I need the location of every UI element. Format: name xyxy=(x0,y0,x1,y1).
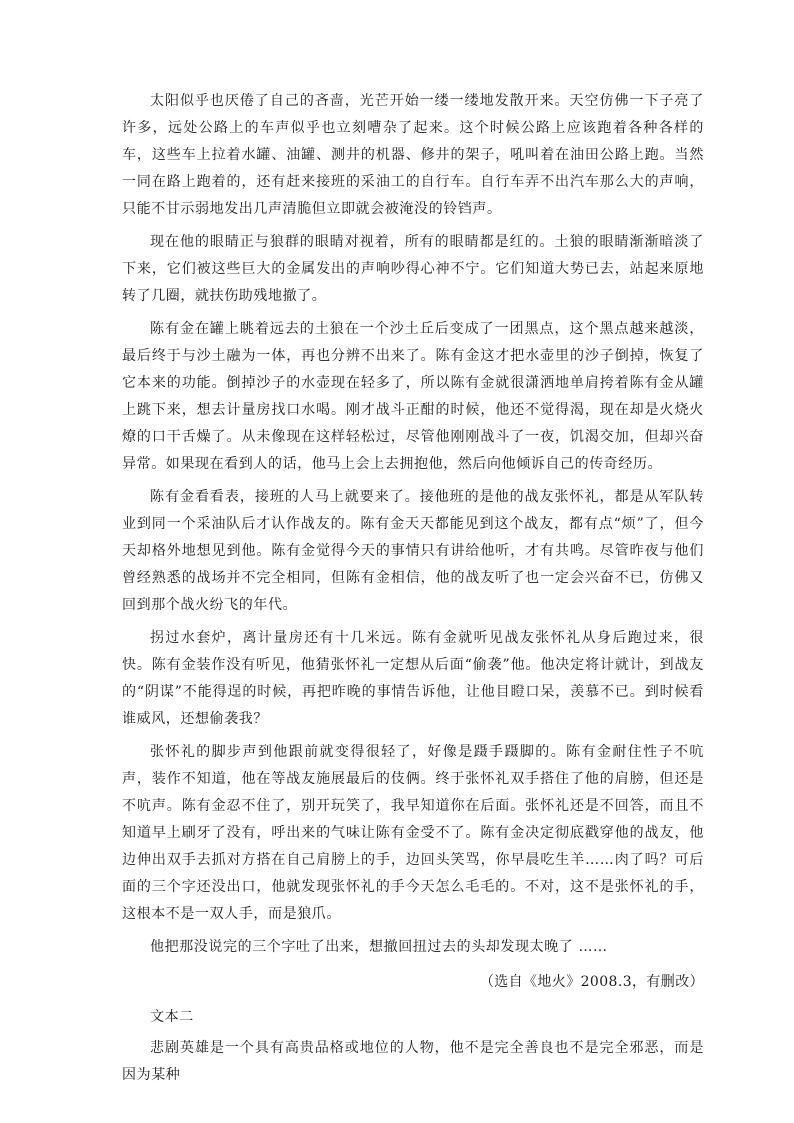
paragraph-3: 陈有金在罐上眺着远去的土狼在一个沙土丘后变成了一团黑点，这个黑点越来越淡，最后终于与沙土融为一体，再也分辨不出来了。陈有金这才把水壶里的沙子倒掉，恢复了它本来的功能。倒掉沙子的水壶现在轻多了，所以陈有金就很潇洒地单肩挎着陈有金从罐上跳下来，想去计量房找口水喝。刚才战斗正酣的时候，他还不觉得渴，现在却是火烧火燎的口干舌燥了。从未像现在这样轻松过，尽管他刚刚战斗了一夜，饥渴交加，但却兴奋异常。如果现在看到人的话，他马上会上去拥抱他，然后向他倾诉自己的传奇经历。 xyxy=(122,321,704,472)
paragraph-6: 张怀礼的脚步声到他跟前就变得很轻了，好像是蹑手蹑脚的。陈有金耐住性子不吭声，装作不知道，他在等战友施展最后的伎俩。终于张怀礼双手搭住了他的肩膀，但还是不吭声。陈有金忍不住了，别开玩笑了，我早知道你在后面。张怀礼还是不回答，而且不知道早上刷牙了没有，呼出来的气味让陈有金受不了。陈有金决定彻底戳穿他的战友，他边伸出双手去抓对方搭在自己肩膀上的手，边回头笑骂，你早晨吃生羊……肉了吗？可后面的三个字还没出口，他就发现张怀礼的手今天怎么毛毛的。不对，这不是张怀礼的手，这根本不是一双人手，而是狼爪。 xyxy=(122,744,704,922)
paragraph-5: 拐过水套炉，离计量房还有十几米远。陈有金就听见战友张怀礼从身后跑过来，很快。陈有金装作没有听见，他猜张怀礼一定想从后面“偷袭”他。他决定将计就计，到战友的“阴谋”不能得逞的时候，再把昨晚的事情告诉他，让他目瞪口呆，羡慕不已。到时候看谁威风，还想偷袭我？ xyxy=(122,630,704,727)
paragraph-2: 现在他的眼睛正与狼群的眼睛对视着，所有的眼睛都是红的。土狼的眼睛渐渐暗淡了下来，它们被这些巨大的金属发出的声响吵得心神不宁。它们知道大势已去，站起来原地转了几圈，就扶伤助残地撤了。 xyxy=(122,234,704,304)
paragraph-4: 陈有金看看表，接班的人马上就要来了。接他班的是他的战友张怀礼，都是从军队转业到同一个采油队后才认作战友的。陈有金天天都能见到这个战友，都有点“烦”了，但今天却格外地想见到他。陈有金觉得今天的事情只有讲给他听，才有共鸣。尽管昨夜与他们曾经熟悉的战场并不完全相同，但陈有金相信，他的战友听了也一定会兴奋不已，仿佛又回到那个战火纷飞的年代。 xyxy=(122,489,704,613)
section-two-paragraph: 悲剧英雄是一个具有高贵品格或地位的人物，他不是完全善良也不是完全邪恶，而是因为某种 xyxy=(122,1040,704,1083)
paragraph-7: 他把那没说完的三个字吐了出来，想撤回扭过去的头却发现太晚了 …… xyxy=(150,939,608,955)
paragraph-1: 太阳似乎也厌倦了自己的吝啬，光芒开始一缕一缕地发散开来。天空仿佛一下子亮了许多，远处公路上的车声似乎也立刻嘈杂了起来。这个时候公路上应该跑着各种各样的车，这些车上拉着水罐、油罐、测井的机器、修井的架子，吼叫着在油田公路上跑。当然一同在路上跑着的，还有赶来接班的采油工的自行车。自行车弄不出汽车那么大的声响，只能不甘示弱地发出几声清脆但立即就会被淹没的铃铛声。 xyxy=(122,93,704,217)
source-citation: （选自《地火》2008.3，有删改） xyxy=(479,974,704,990)
section-heading-text-two: 文本二 xyxy=(150,1009,194,1025)
